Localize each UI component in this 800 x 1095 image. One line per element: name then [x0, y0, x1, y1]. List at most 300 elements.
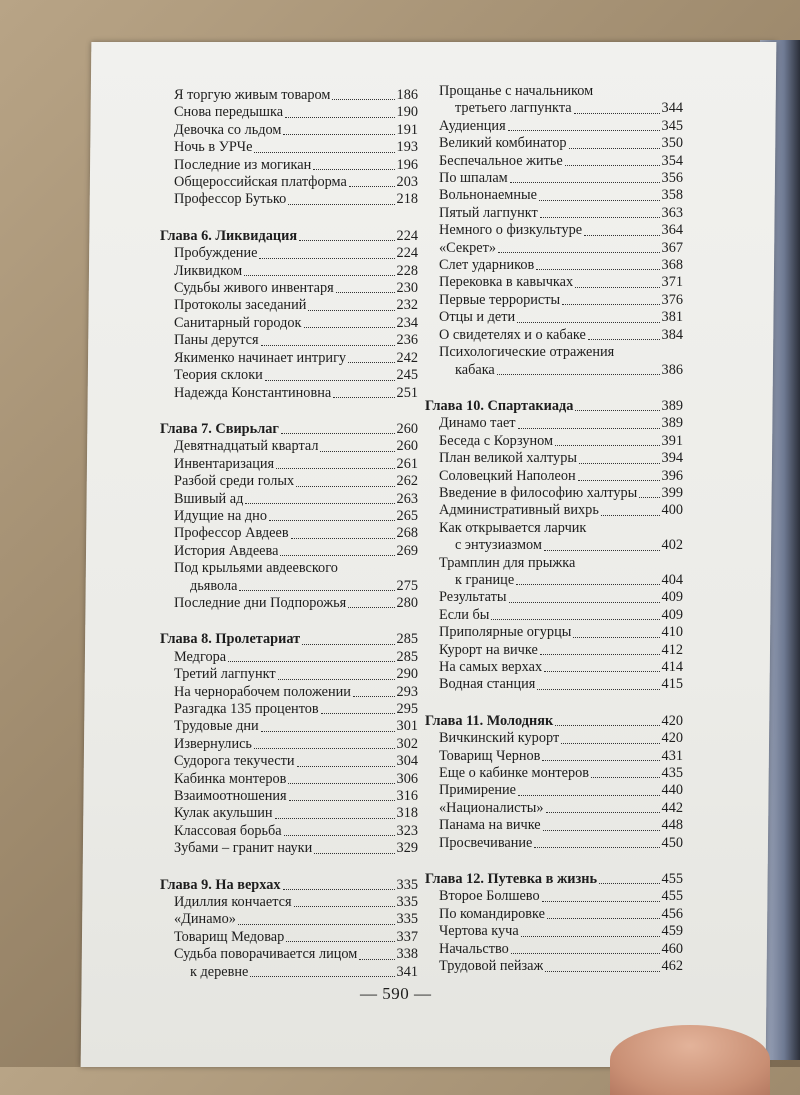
toc-page-number: 344 [661, 100, 683, 117]
thumb [610, 1025, 770, 1095]
toc-entry [425, 941, 683, 958]
dot-leader [321, 713, 395, 714]
toc-entry-title: Паны дерутся [174, 332, 259, 349]
toc-page-number: 251 [396, 384, 418, 401]
toc-entry [425, 187, 683, 204]
toc-entry-title: Пробуждение [174, 245, 258, 262]
toc-entry [425, 135, 683, 152]
dot-leader [588, 339, 660, 340]
toc-entry-title: Вшивый ад [174, 490, 244, 507]
dot-leader [313, 169, 394, 170]
toc-entry-line [425, 520, 683, 537]
toc-entry-title: Разбой среди голых [174, 473, 295, 490]
toc-entry-title: Классовая борьба [174, 822, 282, 839]
toc-entry [160, 508, 418, 525]
toc-entry [425, 415, 683, 432]
dot-leader [265, 380, 395, 381]
toc-entry-title: История Авдеева [174, 542, 279, 559]
toc-entry-title: третьего лагпункта [455, 100, 572, 117]
dot-leader [289, 800, 395, 801]
toc-entry [160, 491, 418, 508]
toc-entry [425, 906, 683, 923]
dot-leader [547, 918, 660, 919]
toc-entry [425, 257, 683, 274]
toc-chapter-heading [425, 398, 683, 415]
toc-entry [425, 309, 683, 326]
toc-page-number: 364 [661, 222, 683, 239]
toc-entry-title: Беспечальное житье [439, 152, 563, 169]
toc-chapter-heading [160, 877, 418, 894]
toc-entry-title: Под крыльями авдеевского [174, 560, 338, 577]
dot-leader [491, 619, 659, 620]
toc-left-column [160, 87, 418, 981]
toc-entry-line [425, 344, 683, 361]
toc-page-number: 232 [396, 297, 418, 314]
toc-page-number: 456 [661, 905, 683, 922]
toc-page-number: 354 [661, 152, 683, 169]
dot-leader [332, 99, 394, 100]
toc-entry-title: Последние дни Подпорожья [174, 594, 347, 611]
page-number: — 590 — [360, 984, 432, 1003]
dot-leader [285, 117, 394, 118]
toc-page-number: 386 [661, 361, 683, 378]
toc-entry [425, 589, 683, 606]
toc-page-number: 399 [661, 484, 683, 501]
toc-entry [425, 502, 683, 519]
dot-leader [534, 847, 659, 848]
toc-entry [425, 659, 683, 676]
toc-page-number: 409 [661, 606, 683, 623]
dot-leader [348, 362, 394, 363]
dot-leader [544, 671, 659, 672]
toc-entry [425, 782, 683, 799]
toc-page-number: 290 [396, 666, 418, 683]
toc-page-number: 440 [661, 782, 683, 799]
toc-entry-title: Извернулись [174, 735, 252, 752]
toc-entry-title: Якименко начинает интригу [174, 349, 347, 366]
dot-leader [498, 252, 660, 253]
toc-entry [425, 222, 683, 239]
toc-entry-title: Психологические отражения [439, 344, 615, 361]
toc-entry [160, 297, 418, 314]
toc-page-number: 394 [661, 450, 683, 467]
toc-entry [425, 624, 683, 641]
toc-page-number: 236 [396, 332, 418, 349]
dot-leader [245, 503, 394, 504]
dot-leader [320, 451, 394, 452]
toc-entry-title: Девочка со льдом [174, 121, 282, 138]
dot-leader [539, 200, 660, 201]
toc-entry [160, 191, 418, 208]
dot-leader [281, 433, 395, 434]
toc-page-number: 203 [396, 174, 418, 191]
toc-entry [160, 736, 418, 753]
toc-page-number: 412 [661, 641, 683, 658]
toc-entry [160, 245, 418, 262]
dot-leader [294, 906, 395, 907]
toc-entry-title: Идиллия кончается [174, 894, 292, 911]
dot-leader [299, 240, 394, 241]
toc-entry-title: Слет ударников [439, 257, 535, 274]
toc-entry [160, 666, 418, 683]
toc-entry-line [425, 555, 683, 572]
toc-page-number: 402 [661, 537, 683, 554]
toc-page-number: 304 [396, 753, 418, 770]
toc-page-number: 335 [396, 911, 418, 928]
toc-entry [160, 578, 418, 595]
toc-page-number: 196 [396, 156, 418, 173]
toc-page-number: 420 [661, 712, 683, 729]
toc-page-number: 420 [661, 730, 683, 747]
toc-page-number: 368 [661, 257, 683, 274]
dot-leader [228, 661, 394, 662]
dot-leader [508, 130, 660, 131]
dot-leader [259, 258, 394, 259]
toc-entry-title: Девятнадцатый квартал [174, 438, 319, 455]
toc-entry-title: Ликвидком [174, 262, 243, 279]
toc-entry-title: Медгора [174, 648, 227, 665]
toc-entry [160, 946, 418, 963]
toc-entry [160, 332, 418, 349]
toc-page-number: 442 [661, 799, 683, 816]
toc-page-number: 358 [661, 187, 683, 204]
toc-page-number: 404 [661, 571, 683, 588]
toc-entry [425, 327, 683, 344]
toc-page-number: 302 [396, 735, 418, 752]
toc-page-number: 384 [661, 326, 683, 343]
toc-entry-title: к деревне [190, 963, 249, 980]
toc-entry-title: Водная станция [439, 676, 536, 693]
dot-leader [261, 345, 395, 346]
toc-entry-title: Профессор Авдеев [174, 525, 289, 542]
dot-leader [239, 590, 394, 591]
toc-entry [425, 572, 683, 589]
toc-entry [425, 100, 683, 117]
toc-chapter-heading [160, 421, 418, 438]
toc-page-number: 224 [396, 245, 418, 262]
toc-page-number: 260 [396, 438, 418, 455]
dot-leader [565, 165, 660, 166]
toc-entry [160, 104, 418, 121]
toc-page-number: 261 [396, 455, 418, 472]
toc-entry-title: Вольнонаемные [439, 187, 537, 204]
toc-entry-title: Глава 6. Ликвидация [160, 227, 298, 244]
toc-entry-title: Еще о кабинке монтеров [439, 765, 590, 782]
toc-entry-title: Приполярные огурцы [439, 624, 572, 641]
toc-page-number: 450 [661, 834, 683, 851]
dot-leader [546, 812, 660, 813]
toc-entry-title: к границе [455, 571, 515, 588]
toc-entry-title: «Динамо» [174, 911, 236, 928]
toc-entry-title: Если бы [439, 606, 490, 623]
toc-chapter-heading [425, 713, 683, 730]
toc-page-number: 191 [396, 121, 418, 138]
toc-entry-title: О свидетелях и о кабаке [439, 326, 586, 343]
toc-chapter-heading [160, 228, 418, 245]
dot-leader [542, 760, 659, 761]
toc-page-number: 228 [396, 262, 418, 279]
dot-leader [510, 182, 660, 183]
toc-page-number: 381 [661, 309, 683, 326]
dot-leader [639, 497, 659, 498]
toc-entry-title: По шпалам [439, 170, 508, 187]
dot-leader [359, 959, 394, 960]
toc-entry-title: На самых верхах [439, 659, 543, 675]
dot-leader [517, 322, 659, 323]
toc-page-number: 265 [396, 507, 418, 524]
toc-page-number: 462 [661, 958, 683, 975]
toc-entry-title: Третий лагпункт [174, 666, 276, 683]
dot-leader [579, 463, 660, 464]
toc-page-number: 269 [396, 542, 418, 559]
toc-entry-title: Курорт на вичке [439, 641, 538, 658]
dot-leader [238, 924, 395, 925]
toc-entry [160, 684, 418, 701]
dot-leader [261, 731, 395, 732]
dot-leader [286, 941, 394, 942]
toc-entry-title: Глава 11. Молодняк [425, 712, 554, 729]
toc-page-number: 455 [661, 871, 683, 888]
toc-entry [160, 456, 418, 473]
dot-leader [283, 134, 394, 135]
toc-page-number: 268 [396, 525, 418, 542]
toc-entry-title: «Националисты» [439, 799, 544, 816]
toc-entry-title: Разгадка 135 процентов [174, 701, 319, 717]
toc-entry-line [425, 83, 683, 100]
toc-entry-title: По командировке [439, 905, 545, 922]
toc-entry-title: Трамплин для прыжка [439, 554, 576, 571]
dot-leader [578, 480, 660, 481]
toc-page-number: 448 [661, 817, 683, 834]
toc-entry [160, 840, 418, 857]
dot-leader [269, 520, 395, 521]
toc-entry-title: Отцы и дети [439, 309, 516, 326]
toc-entry-title: с энтузиазмом [455, 537, 542, 554]
dot-leader [573, 637, 659, 638]
toc-entry [160, 805, 418, 822]
dot-leader [518, 795, 660, 796]
toc-page-number: 455 [661, 888, 683, 905]
toc-page-number: 245 [396, 367, 418, 384]
toc-page-number: 396 [661, 467, 683, 484]
toc-entry-title: На чернорабочем положении [174, 683, 351, 700]
toc-entry [160, 823, 418, 840]
dot-leader [250, 976, 394, 977]
toc-page-number: 295 [396, 701, 418, 717]
toc-page-number: 435 [661, 765, 683, 782]
toc-entry [425, 153, 683, 170]
toc-entry [160, 280, 418, 297]
dot-leader [278, 679, 395, 680]
toc-entry [425, 240, 683, 257]
toc-entry [425, 118, 683, 135]
toc-entry-title: кабака [455, 361, 495, 378]
toc-entry [425, 362, 683, 379]
toc-page-number: 341 [396, 963, 418, 980]
toc-entry-title: Судорога текучести [174, 753, 295, 770]
toc-entry [425, 765, 683, 782]
dot-leader [308, 310, 394, 311]
toc-entry-title: Судьбы живого инвентаря [174, 280, 334, 297]
dot-leader [537, 689, 659, 690]
dot-leader [562, 304, 659, 305]
toc-entry [425, 676, 683, 693]
toc-page-number: 224 [396, 227, 418, 244]
toc-entry [160, 139, 418, 156]
toc-entry-title: «Секрет» [439, 239, 497, 256]
toc-entry [160, 438, 418, 455]
dot-leader [543, 830, 660, 831]
toc-entry-title: Взаимоотношения [174, 788, 287, 805]
dot-leader [584, 235, 659, 236]
dot-leader [297, 766, 395, 767]
dot-leader [284, 835, 395, 836]
toc-entry-title: Инвентаризация [174, 455, 275, 472]
toc-page-number: 306 [396, 770, 418, 787]
toc-entry-title: Немного о физкультуре [439, 222, 583, 239]
toc-page-number: 345 [661, 117, 683, 134]
toc-page-number: 263 [396, 490, 418, 507]
toc-page-number: 367 [661, 239, 683, 256]
toc-page-number: 193 [396, 139, 418, 156]
dot-leader [280, 555, 394, 556]
toc-entry [160, 788, 418, 805]
toc-entry-title: Великий комбинатор [439, 135, 567, 152]
dot-leader [283, 889, 395, 890]
toc-chapter-heading [425, 871, 683, 888]
toc-entry [160, 315, 418, 332]
toc-entry-title: Введение в философию халтуры [439, 484, 638, 501]
toc-entry [160, 174, 418, 191]
toc-page-number: 414 [661, 659, 683, 675]
toc-entry [425, 642, 683, 659]
toc-entry [160, 122, 418, 139]
toc-page-number: 389 [661, 415, 683, 432]
dot-leader [509, 602, 660, 603]
toc-entry [160, 385, 418, 402]
toc-entry-title: Глава 12. Путевка в жизнь [425, 871, 598, 888]
toc-entry-title: Идущие на дно [174, 507, 267, 524]
toc-entry [425, 730, 683, 747]
dot-leader [275, 818, 395, 819]
dot-leader [555, 445, 659, 446]
toc-page-number: 218 [396, 191, 418, 208]
toc-page-number: 415 [661, 676, 683, 693]
toc-entry [160, 157, 418, 174]
toc-page-number: 186 [396, 87, 418, 103]
dot-leader [574, 113, 660, 114]
dot-leader [254, 748, 395, 749]
toc-entry-title: Вичкинский курорт [439, 730, 560, 747]
toc-entry [425, 205, 683, 222]
dot-leader [544, 550, 660, 551]
toc-page-number: 323 [396, 822, 418, 839]
toc-entry [425, 888, 683, 905]
dot-leader [304, 327, 395, 328]
dot-leader [353, 696, 395, 697]
toc-entry-title: Надежда Константиновна [174, 384, 332, 401]
toc-entry [425, 274, 683, 291]
toc-entry [160, 367, 418, 384]
toc-entry-title: Результаты [439, 589, 507, 606]
toc-page-number: 234 [396, 314, 418, 331]
toc-page-number: 431 [661, 747, 683, 764]
toc-entry-title: Санитарный городок [174, 314, 302, 331]
toc-entry [425, 450, 683, 467]
dot-leader [601, 515, 660, 516]
toc-entry-title: Судьба поворачивается лицом [174, 946, 358, 963]
toc-entry [160, 771, 418, 788]
toc-entry-title: Последние из могикан [174, 156, 312, 173]
toc-entry-title: Прощанье с начальником [439, 83, 594, 99]
toc-page-number: 280 [396, 594, 418, 611]
toc-entry [425, 292, 683, 309]
dot-leader [288, 204, 394, 205]
toc-page-number: 230 [396, 280, 418, 297]
dot-leader [542, 901, 660, 902]
toc-entry-title: Трудовой пейзаж [439, 958, 544, 975]
dot-leader [555, 725, 659, 726]
toc-entry-title: Чертова куча [439, 923, 519, 940]
dot-leader [518, 428, 660, 429]
dot-leader [521, 936, 660, 937]
toc-page-number: 301 [396, 718, 418, 735]
dot-leader [591, 777, 660, 778]
toc-entry-title: Глава 10. Спартакиада [425, 397, 574, 414]
toc-entry [425, 748, 683, 765]
toc-entry [425, 485, 683, 502]
toc-page-number: 260 [396, 420, 418, 437]
dot-leader [244, 275, 394, 276]
toc-page-number: 409 [661, 589, 683, 606]
toc-entry [425, 800, 683, 817]
toc-page-number: 318 [396, 805, 418, 822]
dot-leader [254, 152, 394, 153]
toc-entry-title: Зубами – гранит науки [174, 840, 313, 857]
dot-leader [302, 644, 394, 645]
toc-entry [160, 929, 418, 946]
toc-page-number: 391 [661, 432, 683, 449]
toc-entry-title: Перековка в кавычках [439, 274, 574, 291]
toc-entry-title: Начальство [439, 940, 509, 957]
toc-page-number: 350 [661, 135, 683, 152]
toc-page-number: 371 [661, 274, 683, 291]
toc-page-number: 338 [396, 946, 418, 963]
dot-leader [291, 538, 395, 539]
toc-page-number: 242 [396, 349, 418, 366]
toc-entry [425, 537, 683, 554]
toc-page-number: 285 [396, 631, 418, 648]
toc-entry [160, 911, 418, 928]
toc-entry-title: Глава 8. Пролетариат [160, 631, 301, 648]
toc-page-number: 275 [396, 577, 418, 594]
toc-entry-title: Как открывается ларчик [439, 519, 587, 536]
dot-leader [540, 654, 660, 655]
toc-entry [425, 817, 683, 834]
toc-entry-title: Я торгую живым товаром [174, 87, 331, 103]
toc-entry [160, 87, 418, 104]
toc-entry [160, 701, 418, 718]
dot-leader [540, 217, 660, 218]
toc-entry-title: Глава 7. Свирьлаг [160, 420, 279, 437]
toc-page-number: 376 [661, 291, 683, 308]
dot-leader [575, 410, 659, 411]
toc-entry [425, 835, 683, 852]
toc-page-number: 363 [661, 204, 683, 221]
toc-page-number: 389 [661, 397, 683, 414]
toc-entry [425, 170, 683, 187]
toc-entry-title: Пятый лагпункт [439, 204, 538, 221]
